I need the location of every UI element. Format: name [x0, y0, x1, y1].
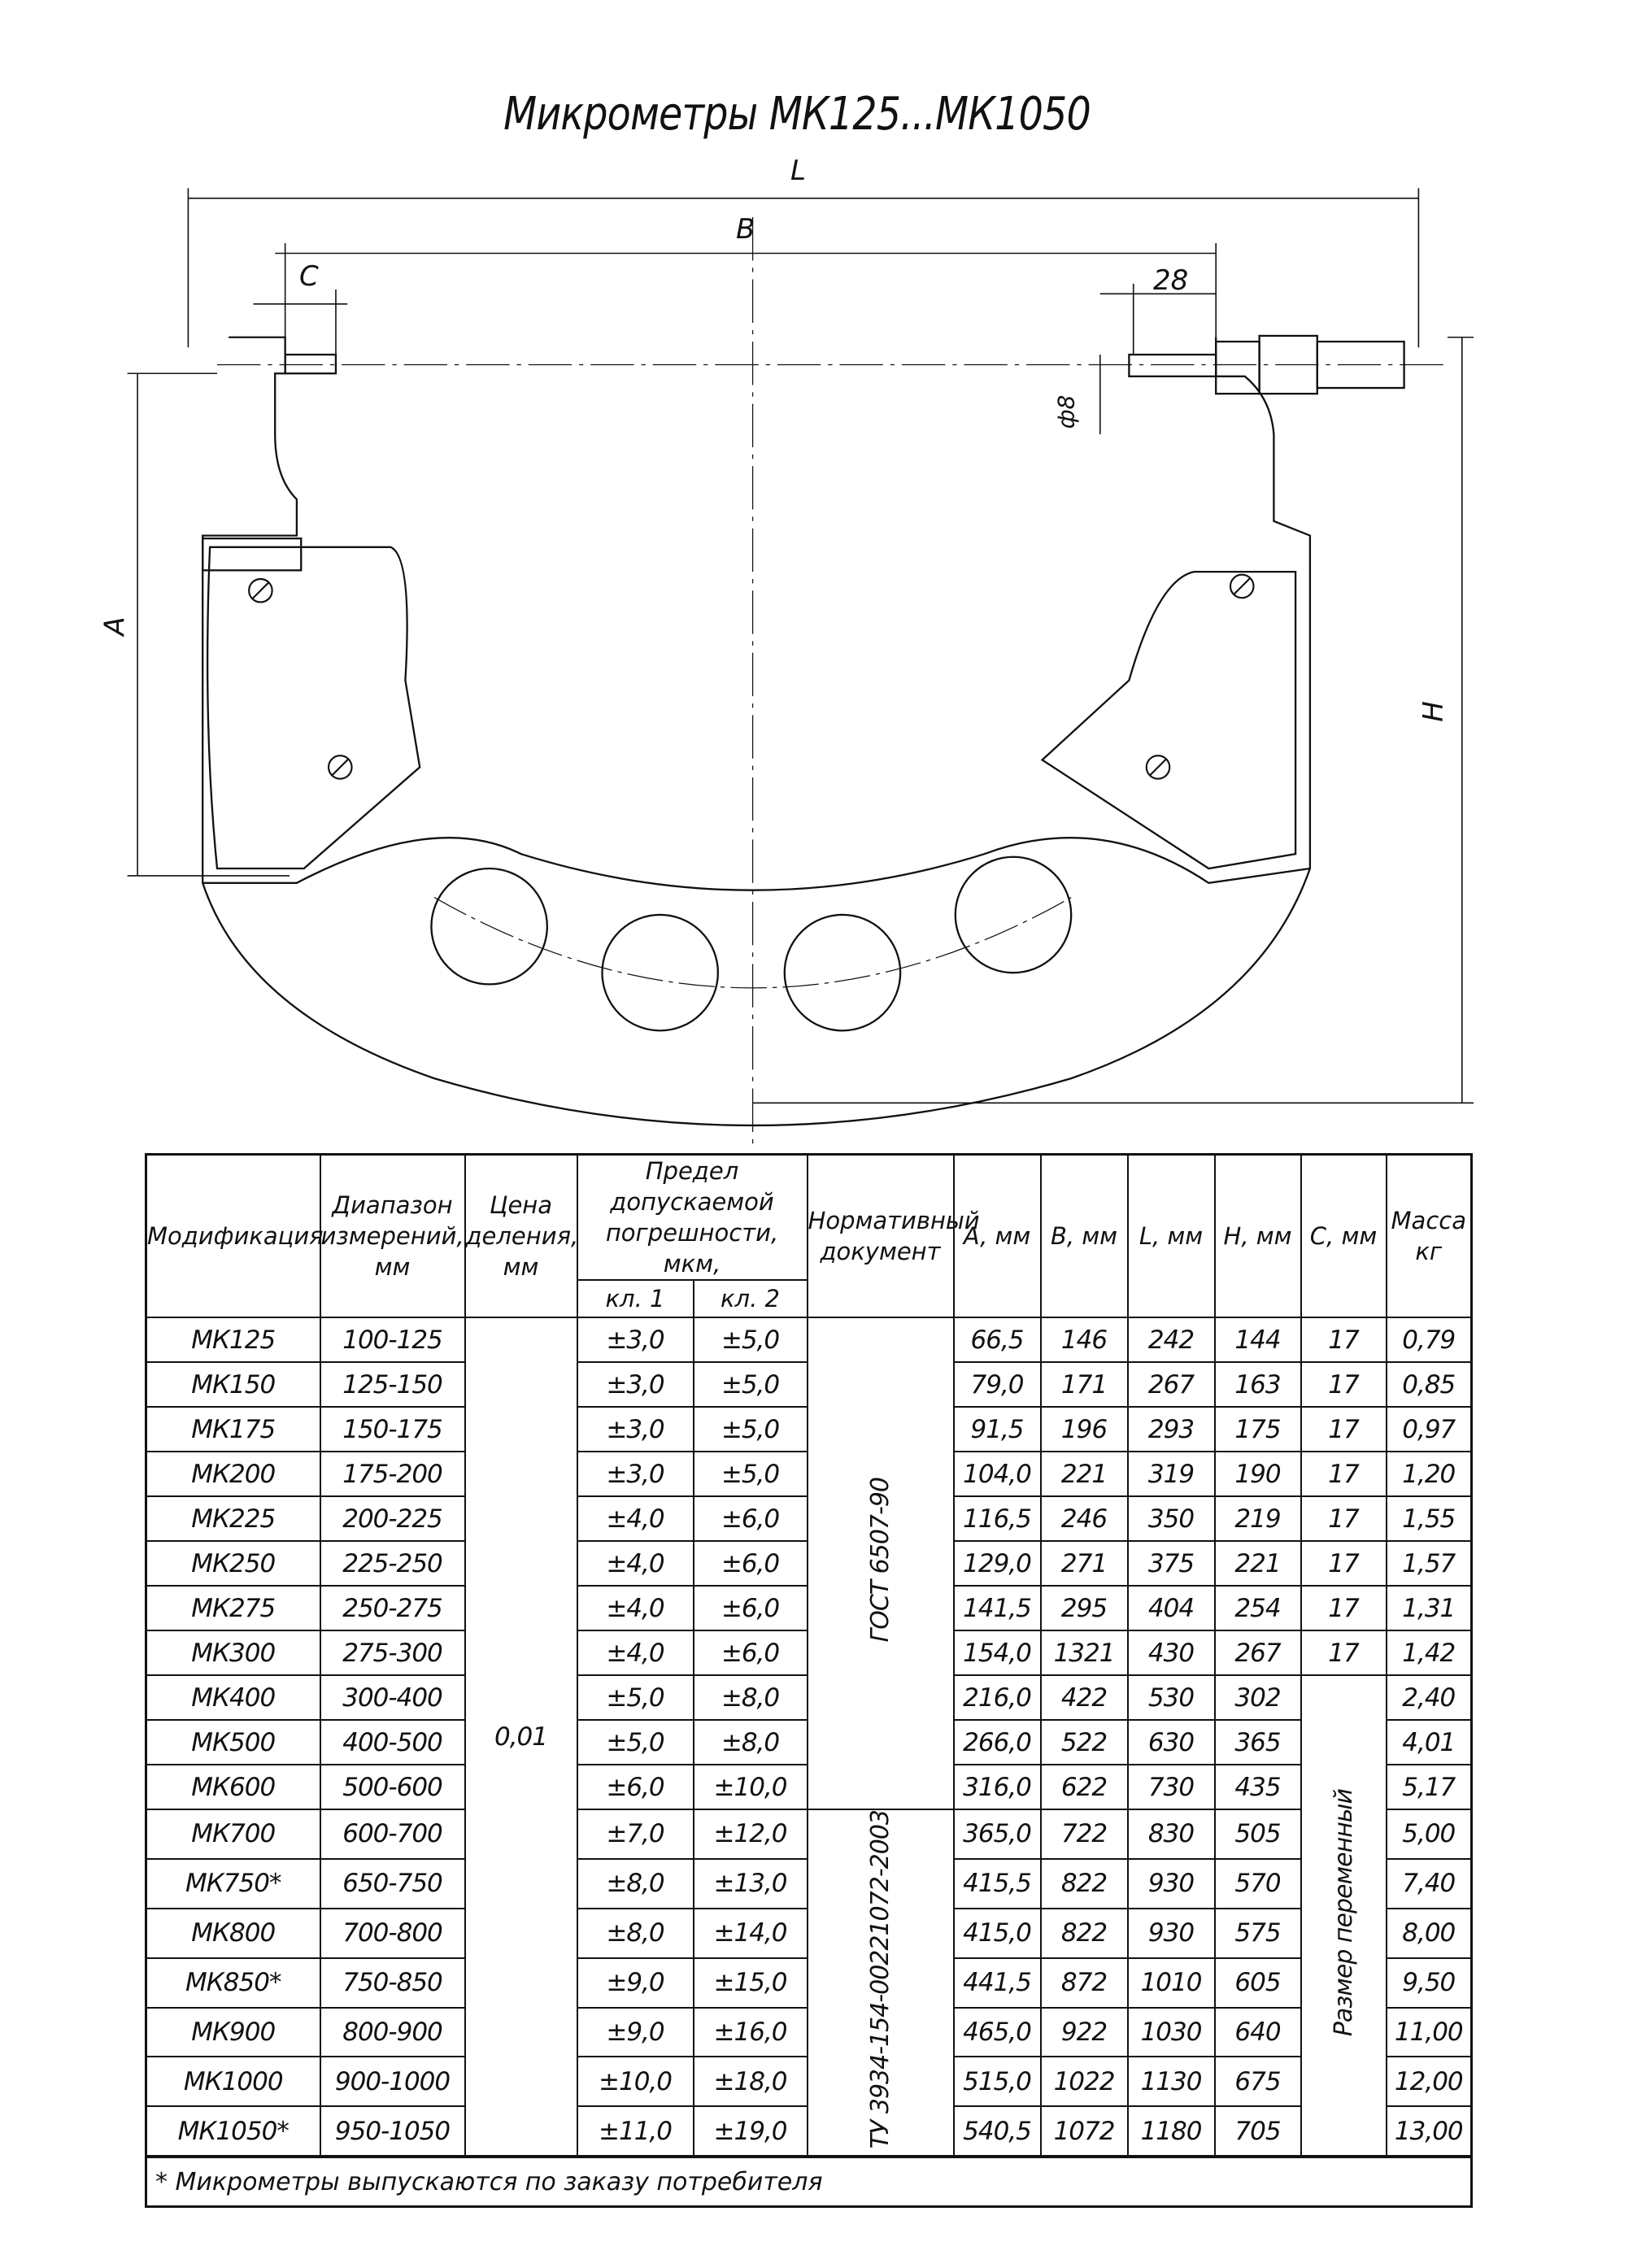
cell-H: 221 [1215, 1541, 1301, 1586]
cell-H: 267 [1215, 1630, 1301, 1675]
cell-B: 1022 [1041, 2057, 1128, 2106]
cell-H: 675 [1215, 2057, 1301, 2106]
cell-A: 266,0 [954, 1720, 1041, 1765]
cell-B: 295 [1041, 1586, 1128, 1630]
cell-class1: ±7,0 [577, 1809, 694, 1859]
cell-class2: ±6,0 [694, 1496, 808, 1541]
cell-H: 575 [1215, 1909, 1301, 1958]
cell-H: 302 [1215, 1675, 1301, 1720]
cell-mass: 13,00 [1387, 2106, 1472, 2157]
footnote: * Микрометры выпускаются по заказу потребителя [146, 2157, 1472, 2207]
cell-range: 650-750 [320, 1859, 465, 1909]
cell-H: 144 [1215, 1317, 1301, 1362]
cell-mass: 7,40 [1387, 1859, 1472, 1909]
cell-range: 125-150 [320, 1362, 465, 1407]
dimension-L [188, 188, 1418, 347]
cell-range: 700-800 [320, 1909, 465, 1958]
cell-range: 900-1000 [320, 2057, 465, 2106]
cell-range: 600-700 [320, 1809, 465, 1859]
cell-class1: ±10,0 [577, 2057, 694, 2106]
cell-mass: 12,00 [1387, 2057, 1472, 2106]
label-B: B [736, 213, 755, 246]
left-panel [207, 547, 420, 868]
cell-modification: МК250 [146, 1541, 320, 1586]
cell-L: 530 [1128, 1675, 1215, 1720]
cell-H: 705 [1215, 2106, 1301, 2157]
label-C: C [299, 260, 319, 293]
label-H: H [1417, 701, 1450, 722]
cell-mass: 1,55 [1387, 1496, 1472, 1541]
cell-document-gost [808, 1317, 954, 1809]
cell-H: 365 [1215, 1720, 1301, 1765]
cell-class1: ±4,0 [577, 1496, 694, 1541]
cell-class1: ±4,0 [577, 1630, 694, 1675]
cell-A: 141,5 [954, 1586, 1041, 1630]
cell-C: 17 [1301, 1541, 1387, 1586]
cell-modification: МК750* [146, 1859, 320, 1909]
header-A: A, мм [954, 1155, 1041, 1318]
cell-L: 267 [1128, 1362, 1215, 1407]
cell-A: 365,0 [954, 1809, 1041, 1859]
cell-class2: ±12,0 [694, 1809, 808, 1859]
cell-L: 930 [1128, 1909, 1215, 1958]
cell-C: 17 [1301, 1317, 1387, 1362]
dimension-H [753, 337, 1474, 1104]
cell-modification: МК700 [146, 1809, 320, 1859]
cell-B: 872 [1041, 1958, 1128, 2008]
cell-C: 17 [1301, 1586, 1387, 1630]
cell-range: 225-250 [320, 1541, 465, 1586]
cell-class2: ±14,0 [694, 1909, 808, 1958]
cell-range: 750-850 [320, 1958, 465, 2008]
cell-L: 1180 [1128, 2106, 1215, 2157]
header-B: B, мм [1041, 1155, 1128, 1318]
cell-class2: ±13,0 [694, 1859, 808, 1909]
header-mass: Масса кг [1387, 1155, 1472, 1318]
cell-L: 930 [1128, 1859, 1215, 1909]
cell-modification: МК300 [146, 1630, 320, 1675]
cell-B: 246 [1041, 1496, 1128, 1541]
cell-range: 400-500 [320, 1720, 465, 1765]
cell-document-tu [808, 1809, 954, 2157]
cell-L: 375 [1128, 1541, 1215, 1586]
cell-mass: 1,20 [1387, 1452, 1472, 1496]
header-H: H, мм [1215, 1155, 1301, 1318]
cell-modification: МК1050* [146, 2106, 320, 2157]
cell-class1: ±3,0 [577, 1362, 694, 1407]
page-title: Микрометры МК125...МК1050 [503, 88, 1091, 141]
cell-mass: 4,01 [1387, 1720, 1472, 1765]
cell-class1: ±8,0 [577, 1859, 694, 1909]
cell-A: 216,0 [954, 1675, 1041, 1720]
cell-H: 435 [1215, 1765, 1301, 1809]
cell-A: 79,0 [954, 1362, 1041, 1407]
cell-mass: 5,17 [1387, 1765, 1472, 1809]
cell-modification: МК600 [146, 1765, 320, 1809]
anvil [285, 355, 336, 373]
cell-class2: ±8,0 [694, 1675, 808, 1720]
cell-class2: ±6,0 [694, 1541, 808, 1586]
cell-A: 154,0 [954, 1630, 1041, 1675]
cell-class2: ±5,0 [694, 1362, 808, 1407]
cell-class2: ±5,0 [694, 1317, 808, 1362]
cell-class2: ±6,0 [694, 1586, 808, 1630]
cell-B: 722 [1041, 1809, 1128, 1859]
cell-H: 219 [1215, 1496, 1301, 1541]
cell-B: 1321 [1041, 1630, 1128, 1675]
cell-L: 830 [1128, 1809, 1215, 1859]
cell-L: 293 [1128, 1407, 1215, 1452]
cell-class1: ±4,0 [577, 1541, 694, 1586]
cell-L: 319 [1128, 1452, 1215, 1496]
header-error: Предел допускаемой погрешности, мкм, [577, 1155, 808, 1281]
cell-mass: 0,97 [1387, 1407, 1472, 1452]
cell-B: 221 [1041, 1452, 1128, 1496]
cell-c-variable-text: Размер переменный [1329, 1788, 1358, 2036]
cell-mass: 1,57 [1387, 1541, 1472, 1586]
cell-class1: ±3,0 [577, 1452, 694, 1496]
lightening-holes [431, 857, 1071, 1031]
cell-modification: МК150 [146, 1362, 320, 1407]
cell-range: 800-900 [320, 2008, 465, 2057]
cell-class1: ±9,0 [577, 2008, 694, 2057]
cell-class1: ±11,0 [577, 2106, 694, 2157]
cell-A: 316,0 [954, 1765, 1041, 1809]
frame-outer [202, 337, 1310, 1125]
cell-class2: ±15,0 [694, 1958, 808, 2008]
cell-modification: МК275 [146, 1586, 320, 1630]
cell-class1: ±4,0 [577, 1586, 694, 1630]
cell-C: 17 [1301, 1407, 1387, 1452]
label-A: A [98, 616, 132, 636]
cell-L: 242 [1128, 1317, 1215, 1362]
cell-L: 730 [1128, 1765, 1215, 1809]
cell-c-variable [1301, 1675, 1387, 2157]
cell-mass: 0,79 [1387, 1317, 1472, 1362]
cell-C: 17 [1301, 1452, 1387, 1496]
cell-modification: МК175 [146, 1407, 320, 1452]
cell-B: 1072 [1041, 2106, 1128, 2157]
cell-L: 1030 [1128, 2008, 1215, 2057]
cell-class1: ±5,0 [577, 1675, 694, 1720]
cell-document-gost-text: ГОСТ 6507-90 [866, 1478, 895, 1643]
header-class1: кл. 1 [577, 1280, 694, 1317]
cell-H: 505 [1215, 1809, 1301, 1859]
cell-B: 196 [1041, 1407, 1128, 1452]
cell-L: 350 [1128, 1496, 1215, 1541]
cell-mass: 11,00 [1387, 2008, 1472, 2057]
cell-B: 522 [1041, 1720, 1128, 1765]
cell-class2: ±10,0 [694, 1765, 808, 1809]
cell-A: 415,0 [954, 1909, 1041, 1958]
cell-A: 91,5 [954, 1407, 1041, 1452]
cell-division: 0,01 [465, 1317, 577, 2157]
cell-modification: МК900 [146, 2008, 320, 2057]
cell-A: 104,0 [954, 1452, 1041, 1496]
header-document: Нормативный документ [808, 1155, 954, 1318]
cell-class2: ±8,0 [694, 1720, 808, 1765]
cell-modification: МК400 [146, 1675, 320, 1720]
header-range: Диапазон измерений, мм [320, 1155, 465, 1318]
cell-H: 254 [1215, 1586, 1301, 1630]
cell-A: 415,5 [954, 1859, 1041, 1909]
cell-range: 175-200 [320, 1452, 465, 1496]
table-row [146, 1317, 1472, 1362]
cell-modification: МК125 [146, 1317, 320, 1362]
cell-class2: ±18,0 [694, 2057, 808, 2106]
cell-class2: ±5,0 [694, 1452, 808, 1496]
header-division: Цена деления, мм [465, 1155, 577, 1318]
nameplate [202, 538, 301, 570]
cell-A: 515,0 [954, 2057, 1041, 2106]
cell-mass: 1,31 [1387, 1586, 1472, 1630]
cell-H: 570 [1215, 1859, 1301, 1909]
cell-H: 190 [1215, 1452, 1301, 1496]
cell-class1: ±8,0 [577, 1909, 694, 1958]
cell-B: 822 [1041, 1909, 1128, 1958]
header-class2: кл. 2 [694, 1280, 808, 1317]
cell-class1: ±6,0 [577, 1765, 694, 1809]
cell-modification: МК1000 [146, 2057, 320, 2106]
cell-A: 66,5 [954, 1317, 1041, 1362]
right-panel [1043, 572, 1296, 868]
table-row [146, 1809, 1472, 1859]
dimension-B [275, 243, 1216, 347]
cell-A: 116,5 [954, 1496, 1041, 1541]
cell-mass: 5,00 [1387, 1809, 1472, 1859]
cell-mass: 8,00 [1387, 1909, 1472, 1958]
cell-A: 129,0 [954, 1541, 1041, 1586]
cell-class1: ±5,0 [577, 1720, 694, 1765]
frame-inner [202, 838, 1310, 890]
cell-class1: ±3,0 [577, 1317, 694, 1362]
cell-range: 150-175 [320, 1407, 465, 1452]
cell-C: 17 [1301, 1630, 1387, 1675]
cell-class2: ±6,0 [694, 1630, 808, 1675]
cell-B: 822 [1041, 1859, 1128, 1909]
cell-modification: МК500 [146, 1720, 320, 1765]
spindle [1129, 355, 1216, 377]
cell-C: 17 [1301, 1362, 1387, 1407]
thimble-clamp [1216, 342, 1259, 394]
cell-mass: 1,42 [1387, 1630, 1472, 1675]
cell-A: 441,5 [954, 1958, 1041, 2008]
cell-A: 465,0 [954, 2008, 1041, 2057]
cell-H: 175 [1215, 1407, 1301, 1452]
cell-L: 404 [1128, 1586, 1215, 1630]
screw-icons [249, 575, 1253, 779]
cell-range: 275-300 [320, 1630, 465, 1675]
dimension-C [254, 289, 348, 355]
cell-range: 250-275 [320, 1586, 465, 1630]
cell-modification: МК800 [146, 1909, 320, 1958]
cell-range: 950-1050 [320, 2106, 465, 2157]
cell-class2: ±5,0 [694, 1407, 808, 1452]
cell-range: 300-400 [320, 1675, 465, 1720]
cell-class1: ±9,0 [577, 1958, 694, 2008]
header-L: L, мм [1128, 1155, 1215, 1318]
cell-class2: ±19,0 [694, 2106, 808, 2157]
label-28: 28 [1153, 264, 1189, 297]
cell-B: 171 [1041, 1362, 1128, 1407]
cell-L: 1010 [1128, 1958, 1215, 2008]
cell-class1: ±3,0 [577, 1407, 694, 1452]
cell-modification: МК200 [146, 1452, 320, 1496]
cell-mass: 2,40 [1387, 1675, 1472, 1720]
cell-H: 163 [1215, 1362, 1301, 1407]
cell-B: 146 [1041, 1317, 1128, 1362]
cell-C: 17 [1301, 1496, 1387, 1541]
cell-L: 430 [1128, 1630, 1215, 1675]
cell-document-tu-text: ТУ 3934-154-00221072-2003 [866, 1810, 895, 2149]
cell-range: 200-225 [320, 1496, 465, 1541]
cell-B: 422 [1041, 1675, 1128, 1720]
cell-modification: МК225 [146, 1496, 320, 1541]
cell-H: 640 [1215, 2008, 1301, 2057]
cell-B: 922 [1041, 2008, 1128, 2057]
cell-range: 500-600 [320, 1765, 465, 1809]
cell-mass: 0,85 [1387, 1362, 1472, 1407]
cell-modification: МК850* [146, 1958, 320, 2008]
cell-B: 622 [1041, 1765, 1128, 1809]
cell-mass: 9,50 [1387, 1958, 1472, 2008]
specs-table [145, 1153, 1473, 2208]
cell-H: 605 [1215, 1958, 1301, 2008]
label-diameter: ф8 [1052, 394, 1080, 429]
header-modification: Модификация [146, 1155, 320, 1318]
cell-range: 100-125 [320, 1317, 465, 1362]
label-L: L [790, 155, 806, 187]
cell-A: 540,5 [954, 2106, 1041, 2157]
header-C: C, мм [1301, 1155, 1387, 1318]
cell-class2: ±16,0 [694, 2008, 808, 2057]
cell-L: 630 [1128, 1720, 1215, 1765]
cell-L: 1130 [1128, 2057, 1215, 2106]
cell-B: 271 [1041, 1541, 1128, 1586]
